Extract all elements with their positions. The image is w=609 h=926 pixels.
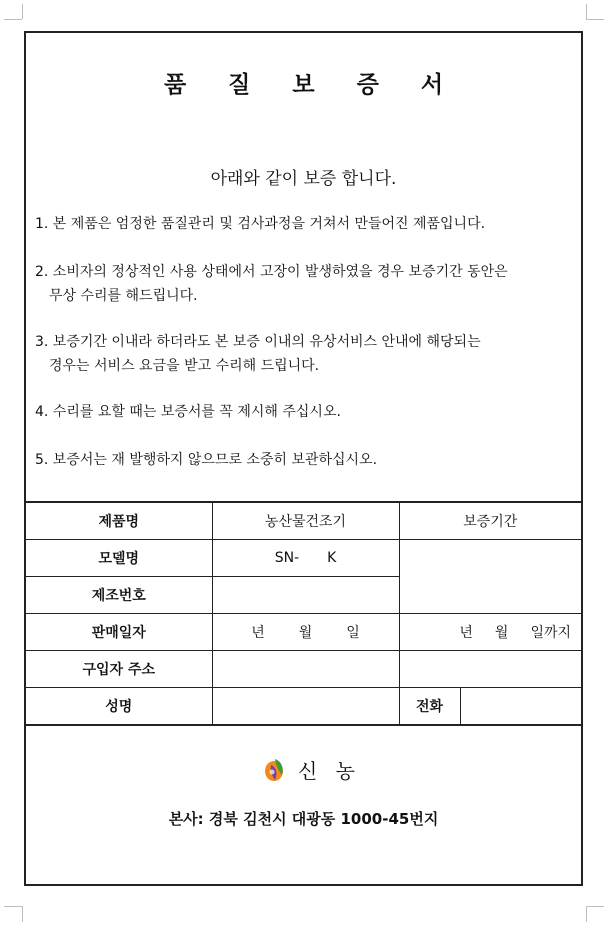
crop-mark	[22, 4, 23, 19]
model-label: 모델명	[26, 540, 212, 577]
clause-text: 5. 보증서는 재 발행하지 않으므로 소중히 보관하십시오.	[35, 452, 378, 468]
warranty-clause-5	[35, 448, 575, 472]
sale-date-label: 판매일자	[26, 614, 212, 651]
crop-mark	[586, 906, 587, 922]
name-label: 성명	[26, 688, 212, 726]
warranty-info-table	[26, 501, 581, 726]
serial-value	[212, 577, 399, 614]
phone-value	[460, 688, 581, 726]
sale-year: 년	[251, 625, 265, 641]
page-title	[26, 66, 581, 99]
warranty-clause-3	[35, 330, 575, 378]
company-logo	[262, 754, 361, 784]
serial-label: 제조번호	[26, 577, 212, 614]
title-char: 보	[292, 72, 315, 98]
clause-text: 2. 소비자의 정상적인 사용 상태에서 고장이 발생하였을 경우 보증기간 동안은	[35, 264, 508, 280]
model-value	[212, 540, 399, 577]
name-value	[212, 688, 399, 726]
buyer-address-value	[212, 651, 399, 688]
crop-mark	[586, 906, 604, 907]
table-row	[26, 502, 581, 540]
model-prefix: SN-	[274, 550, 300, 566]
clause-text: 1. 본 제품은 엄정한 품질관리 및 검사과정을 거쳐서 만들어진 제품입니다.	[35, 216, 486, 232]
warranty-until-value	[399, 614, 581, 651]
sale-day: 일	[346, 625, 360, 641]
crop-mark	[4, 19, 22, 20]
subtitle: 아래와 같이 보증 합니다.	[210, 169, 397, 189]
clause-text-cont: 무상 수리를 해드립니다.	[49, 288, 198, 304]
crop-mark	[4, 906, 22, 907]
warranty-clause-4	[35, 400, 575, 424]
title-char: 질	[228, 72, 251, 98]
warranty-period-value	[399, 540, 581, 614]
crop-mark	[586, 19, 604, 20]
sale-date-value	[212, 614, 399, 651]
phone-label: 전화	[399, 688, 460, 726]
crop-mark	[586, 4, 587, 19]
buyer-address-value-2	[399, 651, 581, 688]
until-year: 년	[459, 625, 473, 641]
warranty-certificate-frame	[24, 31, 583, 886]
company-address: 본사: 경북 김천시 대광동 1000-45번지	[168, 810, 439, 828]
warranty-clause-2	[35, 260, 575, 308]
until-month: 월	[494, 625, 509, 641]
table-row	[26, 651, 581, 688]
warranty-clause-1	[35, 212, 575, 236]
product-name-value: 농산물건조기	[212, 502, 399, 540]
clause-text: 3. 보증기간 이내라 하더라도 본 보증 이내의 유상서비스 안내에 해당되는	[35, 334, 481, 350]
product-name-label: 제품명	[26, 502, 212, 540]
table-row	[26, 688, 581, 726]
model-suffix: K	[327, 550, 337, 566]
buyer-address-label: 구입자 주소	[26, 651, 212, 688]
table-row	[26, 614, 581, 651]
warranty-period-label: 보증기간	[399, 502, 581, 540]
shinnong-logo-icon	[262, 755, 290, 783]
sale-month: 월	[298, 625, 313, 641]
until-day: 일까지	[530, 625, 572, 641]
title-char: 서	[420, 72, 444, 98]
title-char: 품	[163, 72, 187, 98]
table-row	[26, 540, 581, 577]
clause-text: 4. 수리를 요할 때는 보증서를 꼭 제시해 주십시오.	[35, 404, 341, 420]
title-char: 증	[356, 72, 379, 98]
company-name: 신 농	[298, 758, 361, 783]
crop-mark	[22, 906, 23, 922]
clause-text-cont: 경우는 서비스 요금을 받고 수리해 드립니다.	[49, 358, 320, 374]
